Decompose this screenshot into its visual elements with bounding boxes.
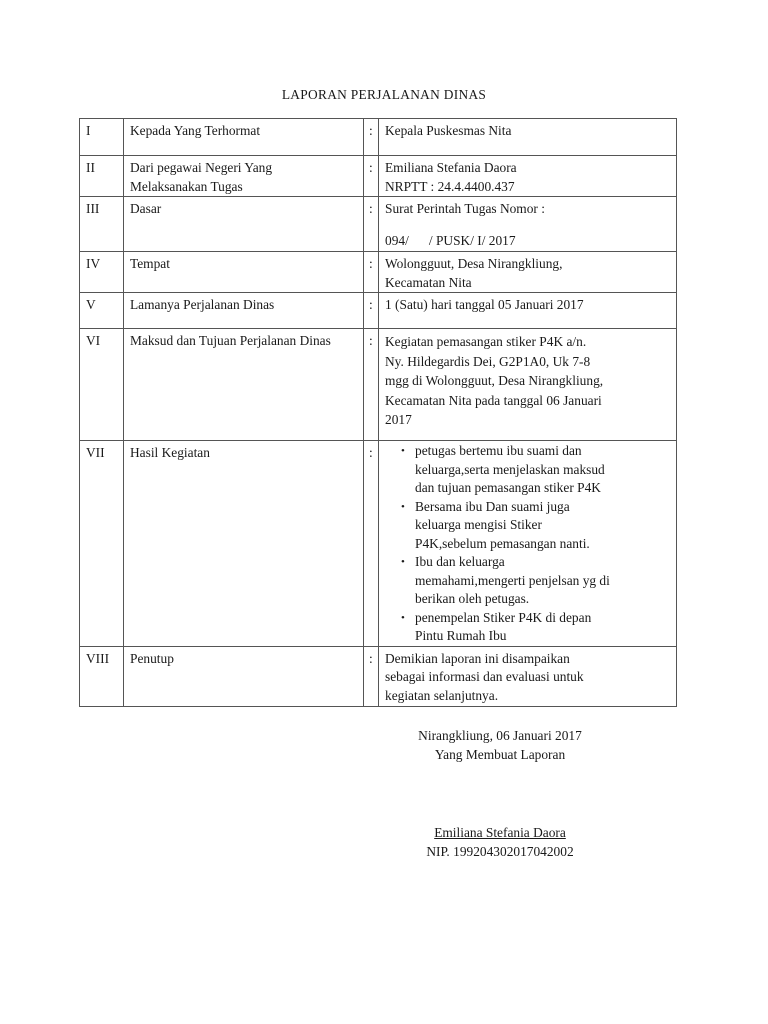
list-item: • Bersama ibu Dan suami juga keluarga mengisi Stiker P4K,sebelum pemasangan nanti. bbox=[401, 498, 590, 551]
table-row-viii bbox=[80, 646, 677, 706]
row-colon: : bbox=[364, 197, 379, 252]
list-item: • penempelan Stiker P4K di depan Pintu Rumah Ibu bbox=[401, 609, 592, 643]
bullet-icon: • bbox=[401, 500, 405, 513]
row-number: I bbox=[80, 119, 124, 156]
row-number: VIII bbox=[80, 646, 124, 706]
row-label: Kepada Yang Terhormat bbox=[124, 119, 364, 156]
row-value bbox=[379, 441, 677, 647]
row-label: Maksud dan Tujuan Perjalanan Dinas bbox=[124, 329, 364, 441]
signer-name: Emiliana Stefania Daora bbox=[434, 825, 566, 840]
bullet-icon: • bbox=[401, 445, 405, 457]
row-value: Emiliana Stefania Daora NRPTT : 24.4.4400.437 bbox=[379, 156, 677, 197]
row-value: Kepala Puskesmas Nita bbox=[379, 119, 677, 156]
row-label: Penutup bbox=[124, 646, 364, 706]
row-number: II bbox=[80, 156, 124, 197]
results-list bbox=[385, 442, 670, 646]
list-item: • Ibu dan keluarga memahami,mengerti penjelsan yg di berikan oleh petugas. bbox=[401, 554, 610, 606]
report-table bbox=[79, 118, 677, 707]
table-row-vii bbox=[80, 441, 677, 647]
bullet-icon: • bbox=[401, 556, 405, 568]
row-label: Tempat bbox=[124, 252, 364, 293]
place-date: Nirangkliung, 06 Januari 2017 bbox=[418, 728, 582, 743]
row-colon: : bbox=[364, 252, 379, 293]
row-value: Wolongguut, Desa Nirangkliung, Kecamatan Nita bbox=[379, 252, 677, 293]
row-colon: : bbox=[364, 119, 379, 156]
row-label: Lamanya Perjalanan Dinas bbox=[124, 293, 364, 329]
row-number: VII bbox=[80, 441, 124, 647]
report-title: LAPORAN PERJALANAN DINAS bbox=[281, 87, 487, 102]
signer-role: Yang Membuat Laporan bbox=[434, 747, 566, 762]
table-row-vi bbox=[80, 329, 677, 441]
bullet-icon: • bbox=[401, 611, 405, 624]
signer-nip: NIP. 199204302017042002 bbox=[426, 844, 574, 859]
row-label: Dasar bbox=[124, 197, 364, 252]
row-colon: : bbox=[364, 441, 379, 647]
table-row-ii bbox=[80, 156, 677, 197]
row-number: IV bbox=[80, 252, 124, 293]
row-colon: : bbox=[364, 646, 379, 706]
table-row-iv bbox=[80, 252, 677, 293]
row-colon: : bbox=[364, 329, 379, 441]
signature-block bbox=[340, 823, 660, 861]
row-colon: : bbox=[364, 293, 379, 329]
row-value: Surat Perintah Tugas Nomor : 094/ / PUSK/ I/ 2017 bbox=[379, 197, 677, 252]
list-item: • petugas bertemu ibu suami dan keluarga,serta menjelaskan maksud dan tujuan pemasangan stiker P4K bbox=[401, 443, 605, 495]
table-row-i bbox=[80, 119, 677, 156]
signature-header bbox=[340, 726, 660, 764]
row-label: Hasil Kegiatan bbox=[124, 441, 364, 647]
row-label: Dari pegawai Negeri Yang Melaksanakan Tugas bbox=[124, 156, 364, 197]
table-row-v bbox=[80, 293, 677, 329]
row-number: V bbox=[80, 293, 124, 329]
row-value: Demikian laporan ini disampaikan sebagai informasi dan evaluasi untuk kegiatan selanjutnya. bbox=[379, 646, 677, 706]
table-row-iii bbox=[80, 197, 677, 252]
row-number: VI bbox=[80, 329, 124, 441]
row-value: 1 (Satu) hari tanggal 05 Januari 2017 bbox=[379, 293, 677, 329]
row-colon: : bbox=[364, 156, 379, 197]
row-value: Kegiatan pemasangan stiker P4K a/n. Ny. Hildegardis Dei, G2P1A0, Uk 7-8 mgg di Wolongguut, Desa Nirangkliung, Kecamatan Nita pada tanggal 06 Januari 2017 bbox=[379, 329, 677, 441]
row-number: III bbox=[80, 197, 124, 252]
